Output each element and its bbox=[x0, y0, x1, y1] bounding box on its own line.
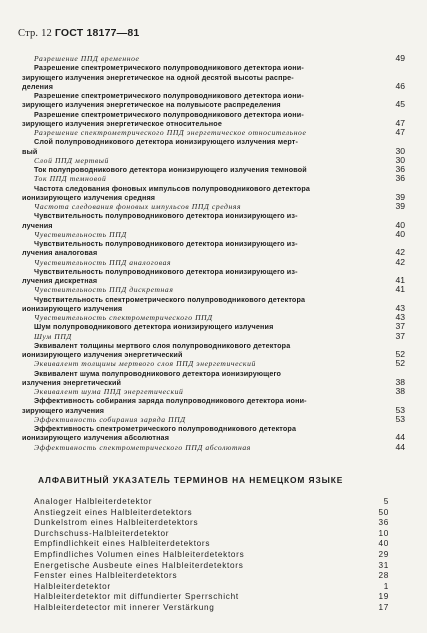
index-entry-page: 52 bbox=[395, 358, 405, 369]
german-index-entry-page: 1 bbox=[383, 581, 389, 591]
german-index-entry-text: Empfindlichkeit eines Halbleiterdetektors bbox=[34, 539, 211, 549]
index-entry-text: Эквивалент шума ППД энергетический bbox=[34, 387, 184, 396]
index-entry-page: 42 bbox=[395, 256, 405, 267]
index-entry-text: Разрешение спектрометрического ППД энергетическое относительное bbox=[34, 128, 307, 137]
german-index-entry-text: Halbleiterdetektor bbox=[34, 581, 111, 591]
german-index-entry-page: 19 bbox=[378, 592, 389, 602]
index-entry-text: Эквивалент толщины мертвого слоя ППД энергетический bbox=[34, 359, 256, 369]
index-entry-text: Чувствительность ППД дискретная bbox=[34, 285, 174, 295]
index-entry bbox=[22, 109, 405, 129]
german-term-index-list bbox=[34, 497, 389, 614]
index-entry-page: 47 bbox=[395, 117, 405, 128]
page-header bbox=[18, 27, 139, 39]
index-entry bbox=[22, 396, 405, 415]
german-index-entry-text: Durchschuss-Halbleiterdetektor bbox=[34, 528, 170, 538]
german-index-entry-page: 5 bbox=[383, 497, 389, 506]
index-entry bbox=[22, 91, 405, 110]
index-entry bbox=[22, 154, 405, 165]
index-entry-page: 46 bbox=[395, 80, 405, 91]
german-index-entry bbox=[34, 571, 389, 582]
index-entry-text: зирующего излучения bbox=[22, 405, 105, 415]
index-entry-text: Ток полупроводникового детектора ионизирующего излучения темновой bbox=[34, 165, 307, 174]
index-entry bbox=[22, 424, 405, 443]
index-entry-text: Чувствительность ППД аналоговая bbox=[34, 257, 172, 267]
index-entry-text: Частота следования фоновых импульсов полупроводникового детектора bbox=[34, 183, 311, 193]
german-index-entry bbox=[34, 582, 389, 593]
index-entry-text: Эффективность собирания заряда ППД bbox=[34, 414, 186, 424]
section-title-german-index: АЛФАВИТНЫЙ УКАЗАТЕЛЬ ТЕРМИНОВ НА НЕМЕЦКОМ ЯЗЫКЕ bbox=[38, 475, 344, 485]
german-index-entry-page: 17 bbox=[378, 602, 389, 612]
standard-number: ГОСТ 18177—81 bbox=[54, 27, 140, 39]
index-entry-page: 44 bbox=[395, 441, 405, 452]
index-entry-page: 41 bbox=[395, 284, 405, 295]
german-index-entry bbox=[34, 497, 389, 508]
german-index-entry-page: 28 bbox=[378, 571, 389, 581]
index-entry-text: лучения bbox=[22, 220, 53, 230]
index-entry-page: 37 bbox=[395, 330, 405, 341]
index-entry-text: Чувствительность спектрометрического полупроводникового детектора bbox=[34, 294, 306, 304]
german-index-entry-text: Anstiegzeit eines Halbleiterdetektors bbox=[34, 507, 193, 517]
index-entry bbox=[22, 63, 405, 91]
index-entry bbox=[22, 266, 405, 286]
index-entry-text: Разрешение спектрометрического полупроводникового детектора иони- bbox=[34, 91, 304, 100]
index-entry-text: Эффективность спектрометрического ППД абсолютная bbox=[34, 442, 251, 452]
german-index-entry-text: Halbleiterdetektor mit diffundierter Sperrschicht bbox=[34, 592, 239, 602]
index-entry-page: 43 bbox=[395, 312, 405, 322]
index-entry bbox=[22, 239, 405, 258]
german-index-entry-page: 31 bbox=[378, 560, 389, 570]
index-entry-text: Эквивалент толщины мертвого слоя полупроводникового детектора bbox=[34, 340, 291, 350]
german-index-entry-text: Empfindliches Volumen eines Halbleiterdetektors bbox=[34, 549, 245, 559]
index-entry-page: 38 bbox=[395, 376, 405, 387]
term-index-list bbox=[22, 53, 405, 452]
german-index-entry-text: Analoger Halbleiterdetektor bbox=[34, 497, 153, 506]
index-entry-text: Разрешение спектрометрического полупроводникового детектора иони- bbox=[34, 63, 304, 73]
index-entry-page: 40 bbox=[395, 228, 405, 239]
german-index-entry bbox=[34, 508, 389, 519]
index-entry-page: 30 bbox=[395, 154, 405, 165]
german-index-entry bbox=[34, 550, 389, 561]
index-entry-text: Чувствительность ППД bbox=[34, 229, 127, 239]
german-index-entry-page: 10 bbox=[378, 528, 389, 538]
index-entry bbox=[22, 330, 405, 341]
index-entry-page: 47 bbox=[395, 127, 405, 137]
index-entry bbox=[22, 183, 405, 203]
index-entry bbox=[22, 368, 405, 388]
index-entry-text: лучения аналоговая bbox=[22, 248, 98, 258]
index-entry-page: 36 bbox=[395, 164, 405, 174]
german-index-entry-page: 50 bbox=[378, 507, 389, 517]
index-entry-text: вый bbox=[22, 146, 38, 156]
index-entry-page: 39 bbox=[395, 201, 405, 211]
german-index-entry bbox=[34, 592, 389, 603]
index-entry-text: Шум ППД bbox=[34, 331, 72, 341]
index-entry-text: ионизирующего излучения средняя bbox=[22, 192, 156, 202]
index-entry-text: излучения энергетический bbox=[22, 377, 122, 387]
index-entry-text: Эффективность собирания заряда полупроводникового детектора иони- bbox=[34, 396, 307, 406]
index-entry bbox=[22, 284, 405, 295]
index-entry-text: ионизирующего излучения энергетический bbox=[22, 350, 183, 359]
german-index-entry bbox=[34, 603, 389, 614]
index-entry bbox=[22, 358, 405, 369]
index-entry bbox=[22, 173, 405, 184]
german-index-entry-text: Fenster eines Halbleiterdetektors bbox=[34, 571, 178, 581]
index-entry-text: ионизирующего излучения абсолютная bbox=[22, 433, 170, 443]
index-entry-text: Шум полупроводникового детектора ионизирующего излучения bbox=[34, 322, 274, 332]
index-entry-page: 30 bbox=[395, 145, 405, 156]
index-entry-text: деления bbox=[22, 81, 54, 91]
index-entry-text: зирующего излучения энергетическое на полувысоте распределения bbox=[22, 100, 281, 110]
page-number-label: Стр. 12 bbox=[18, 28, 52, 39]
index-entry-text: Чувствительность полупроводникового детектора ионизирующего из- bbox=[34, 266, 298, 276]
index-entry-page: 43 bbox=[395, 302, 405, 313]
index-entry bbox=[22, 256, 405, 267]
index-entry bbox=[22, 386, 405, 396]
index-entry-page: 42 bbox=[395, 247, 405, 258]
index-entry-page: 41 bbox=[395, 275, 405, 285]
german-index-entry-text: Halbleiterdetector mit innerer Verstärkung bbox=[34, 602, 215, 612]
index-entry-text: Эффективность спектрометрического полупроводникового детектора bbox=[34, 424, 297, 433]
index-entry-page: 38 bbox=[395, 386, 405, 396]
index-entry bbox=[22, 312, 405, 322]
german-index-entry bbox=[34, 529, 389, 540]
index-entry-page: 52 bbox=[395, 349, 405, 359]
index-entry bbox=[22, 127, 405, 137]
index-entry-page: 40 bbox=[395, 219, 405, 230]
index-entry bbox=[22, 340, 405, 360]
german-index-entry bbox=[34, 539, 389, 550]
index-entry-page: 53 bbox=[395, 404, 405, 415]
german-index-entry-text: Energetische Ausbeute eines Halbleiterdetektors bbox=[34, 560, 244, 570]
index-entry-page: 49 bbox=[395, 53, 405, 63]
index-entry-text: ионизирующего излучения bbox=[22, 303, 123, 313]
index-entry bbox=[22, 294, 405, 314]
index-entry bbox=[22, 228, 405, 239]
index-entry-text: зирующего излучения энергетическое относительное bbox=[22, 118, 222, 128]
german-index-entry-page: 29 bbox=[378, 549, 389, 559]
index-entry bbox=[22, 164, 405, 174]
index-entry-text: Чувствительность полупроводникового детектора ионизирующего из- bbox=[34, 211, 298, 221]
index-entry-text: Чувствительность спектрометрического ППД bbox=[34, 313, 213, 322]
index-entry-text: лучения дискретная bbox=[22, 276, 98, 285]
index-entry-text: Эквивалент шума полупроводникового детектора ионизирующего bbox=[34, 368, 282, 378]
german-index-entry-page: 40 bbox=[378, 539, 389, 549]
index-entry-text: Частота следования фоновых импульсов ППД средняя bbox=[34, 202, 242, 211]
german-index-entry-page: 36 bbox=[378, 518, 389, 528]
index-entry-text: Разрешение спектрометрического полупроводникового детектора иони- bbox=[34, 109, 304, 119]
index-entry bbox=[22, 413, 405, 424]
german-index-entry bbox=[34, 518, 389, 529]
index-entry bbox=[22, 211, 405, 230]
index-entry-page: 37 bbox=[395, 321, 405, 332]
index-entry bbox=[22, 53, 405, 63]
index-entry-page: 45 bbox=[395, 99, 405, 110]
index-entry bbox=[22, 201, 405, 211]
index-entry-text: Слой полупроводникового детектора ионизирующего излучения мерт- bbox=[34, 137, 299, 147]
index-entry bbox=[22, 321, 405, 332]
index-entry-text: Слой ППД мертвый bbox=[34, 155, 109, 165]
index-entry-text: Ток ППД темновой bbox=[34, 174, 107, 184]
index-entry-page: 53 bbox=[395, 413, 405, 424]
index-entry-page: 44 bbox=[395, 432, 405, 443]
index-entry-text: Чувствительность полупроводникового детектора ионизирующего из- bbox=[34, 239, 298, 248]
index-entry bbox=[22, 137, 405, 156]
index-entry-text: Разрешение ППД временное bbox=[34, 54, 140, 63]
index-entry-page: 36 bbox=[395, 173, 405, 184]
index-entry bbox=[22, 441, 405, 452]
german-index-entry-text: Dunkelstrom eines Halbleiterdetektors bbox=[34, 518, 199, 528]
german-index-entry bbox=[34, 561, 389, 572]
index-entry-page: 39 bbox=[395, 191, 405, 202]
index-entry-text: зирующего излучения энергетическое на одной десятой высоты распре- bbox=[22, 72, 294, 82]
